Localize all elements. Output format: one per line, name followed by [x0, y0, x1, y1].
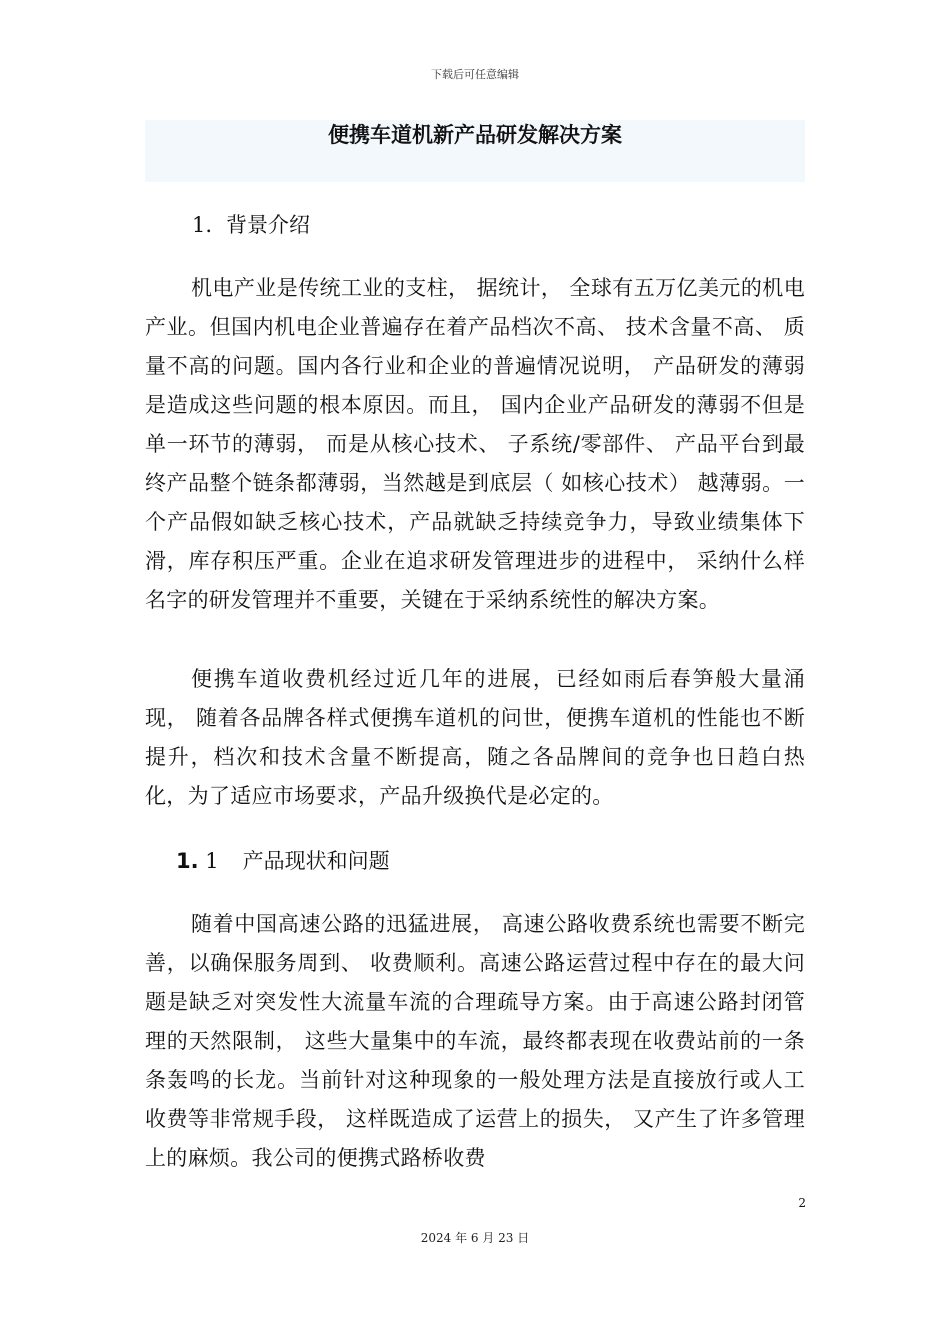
subsection-heading-status [176, 846, 390, 876]
subsection-title: 产品现状和问题 [242, 849, 390, 873]
section-heading-background [192, 210, 310, 240]
subsection-number-minor: 1 [205, 849, 219, 873]
page-footer-date: 2024 年 6 月 23 日 [420, 1231, 530, 1245]
subsection-number-major: 1. [176, 849, 199, 873]
section-title: 背景介绍 [226, 213, 311, 237]
page-header-note: 下载后可任意编辑 [431, 68, 519, 81]
paragraph-2: 便携车道收费机经过近几年的进展，已经如雨后春笋般大量涌现， 随着各品牌各样式便携车道机的问世，便携车道机的性能也不断提升，档次和技术含量不断提高，随之各品牌间的竞争也日趋白热化，为了适应市场要求，产品升级换代是必定的。 [145, 667, 805, 808]
paragraph-1: 机电产业是传统工业的支柱， 据统计， 全球有五万亿美元的机电产业。但国内机电企业普遍存在着产品档次不高、 技术含量不高、 质量不高的问题。国内各行业和企业的普遍情况说明， 产品研发的薄弱是造成这些问题的根本原因。而且， 国内企业产品研发的薄弱不但是单一环节的薄弱， 而是从核心技术、 子系统/零部件、 产品平台到最终产品整个链条都薄弱，当然越是到底层（ 如核心技术） 越薄弱。一个产品假如缺乏核心技术，产品就缺乏持续竞争力，导致业绩集体下滑，库存积压严重。企业在追求研发管理进步的进程中， 采纳什么样名字的研发管理并不重要，关键在于采纳系统性的解决方案。 [145, 276, 805, 612]
document-title: 便携车道机新产品研发解决方案 [328, 123, 622, 147]
paragraph-3: 随着中国高速公路的迅猛进展， 高速公路收费系统也需要不断完善，以确保服务周到、 收费顺利。高速公路运营过程中存在的最大问题是缺乏对突发性大流量车流的合理疏导方案。由于高速公路封闭管理的天然限制， 这些大量集中的车流，最终都表现在收费站前的一条条轰鸣的长龙。当前针对这种现象的一般处理方法是直接放行或人工收费等非常规手段， 这样既造成了运营上的损失， 又产生了许多管理上的麻烦。我公司的便携式路桥收费 [145, 912, 805, 1170]
subsection-number [176, 849, 219, 873]
page-number: 2 [798, 1196, 806, 1210]
section-number: 1. [192, 213, 213, 237]
